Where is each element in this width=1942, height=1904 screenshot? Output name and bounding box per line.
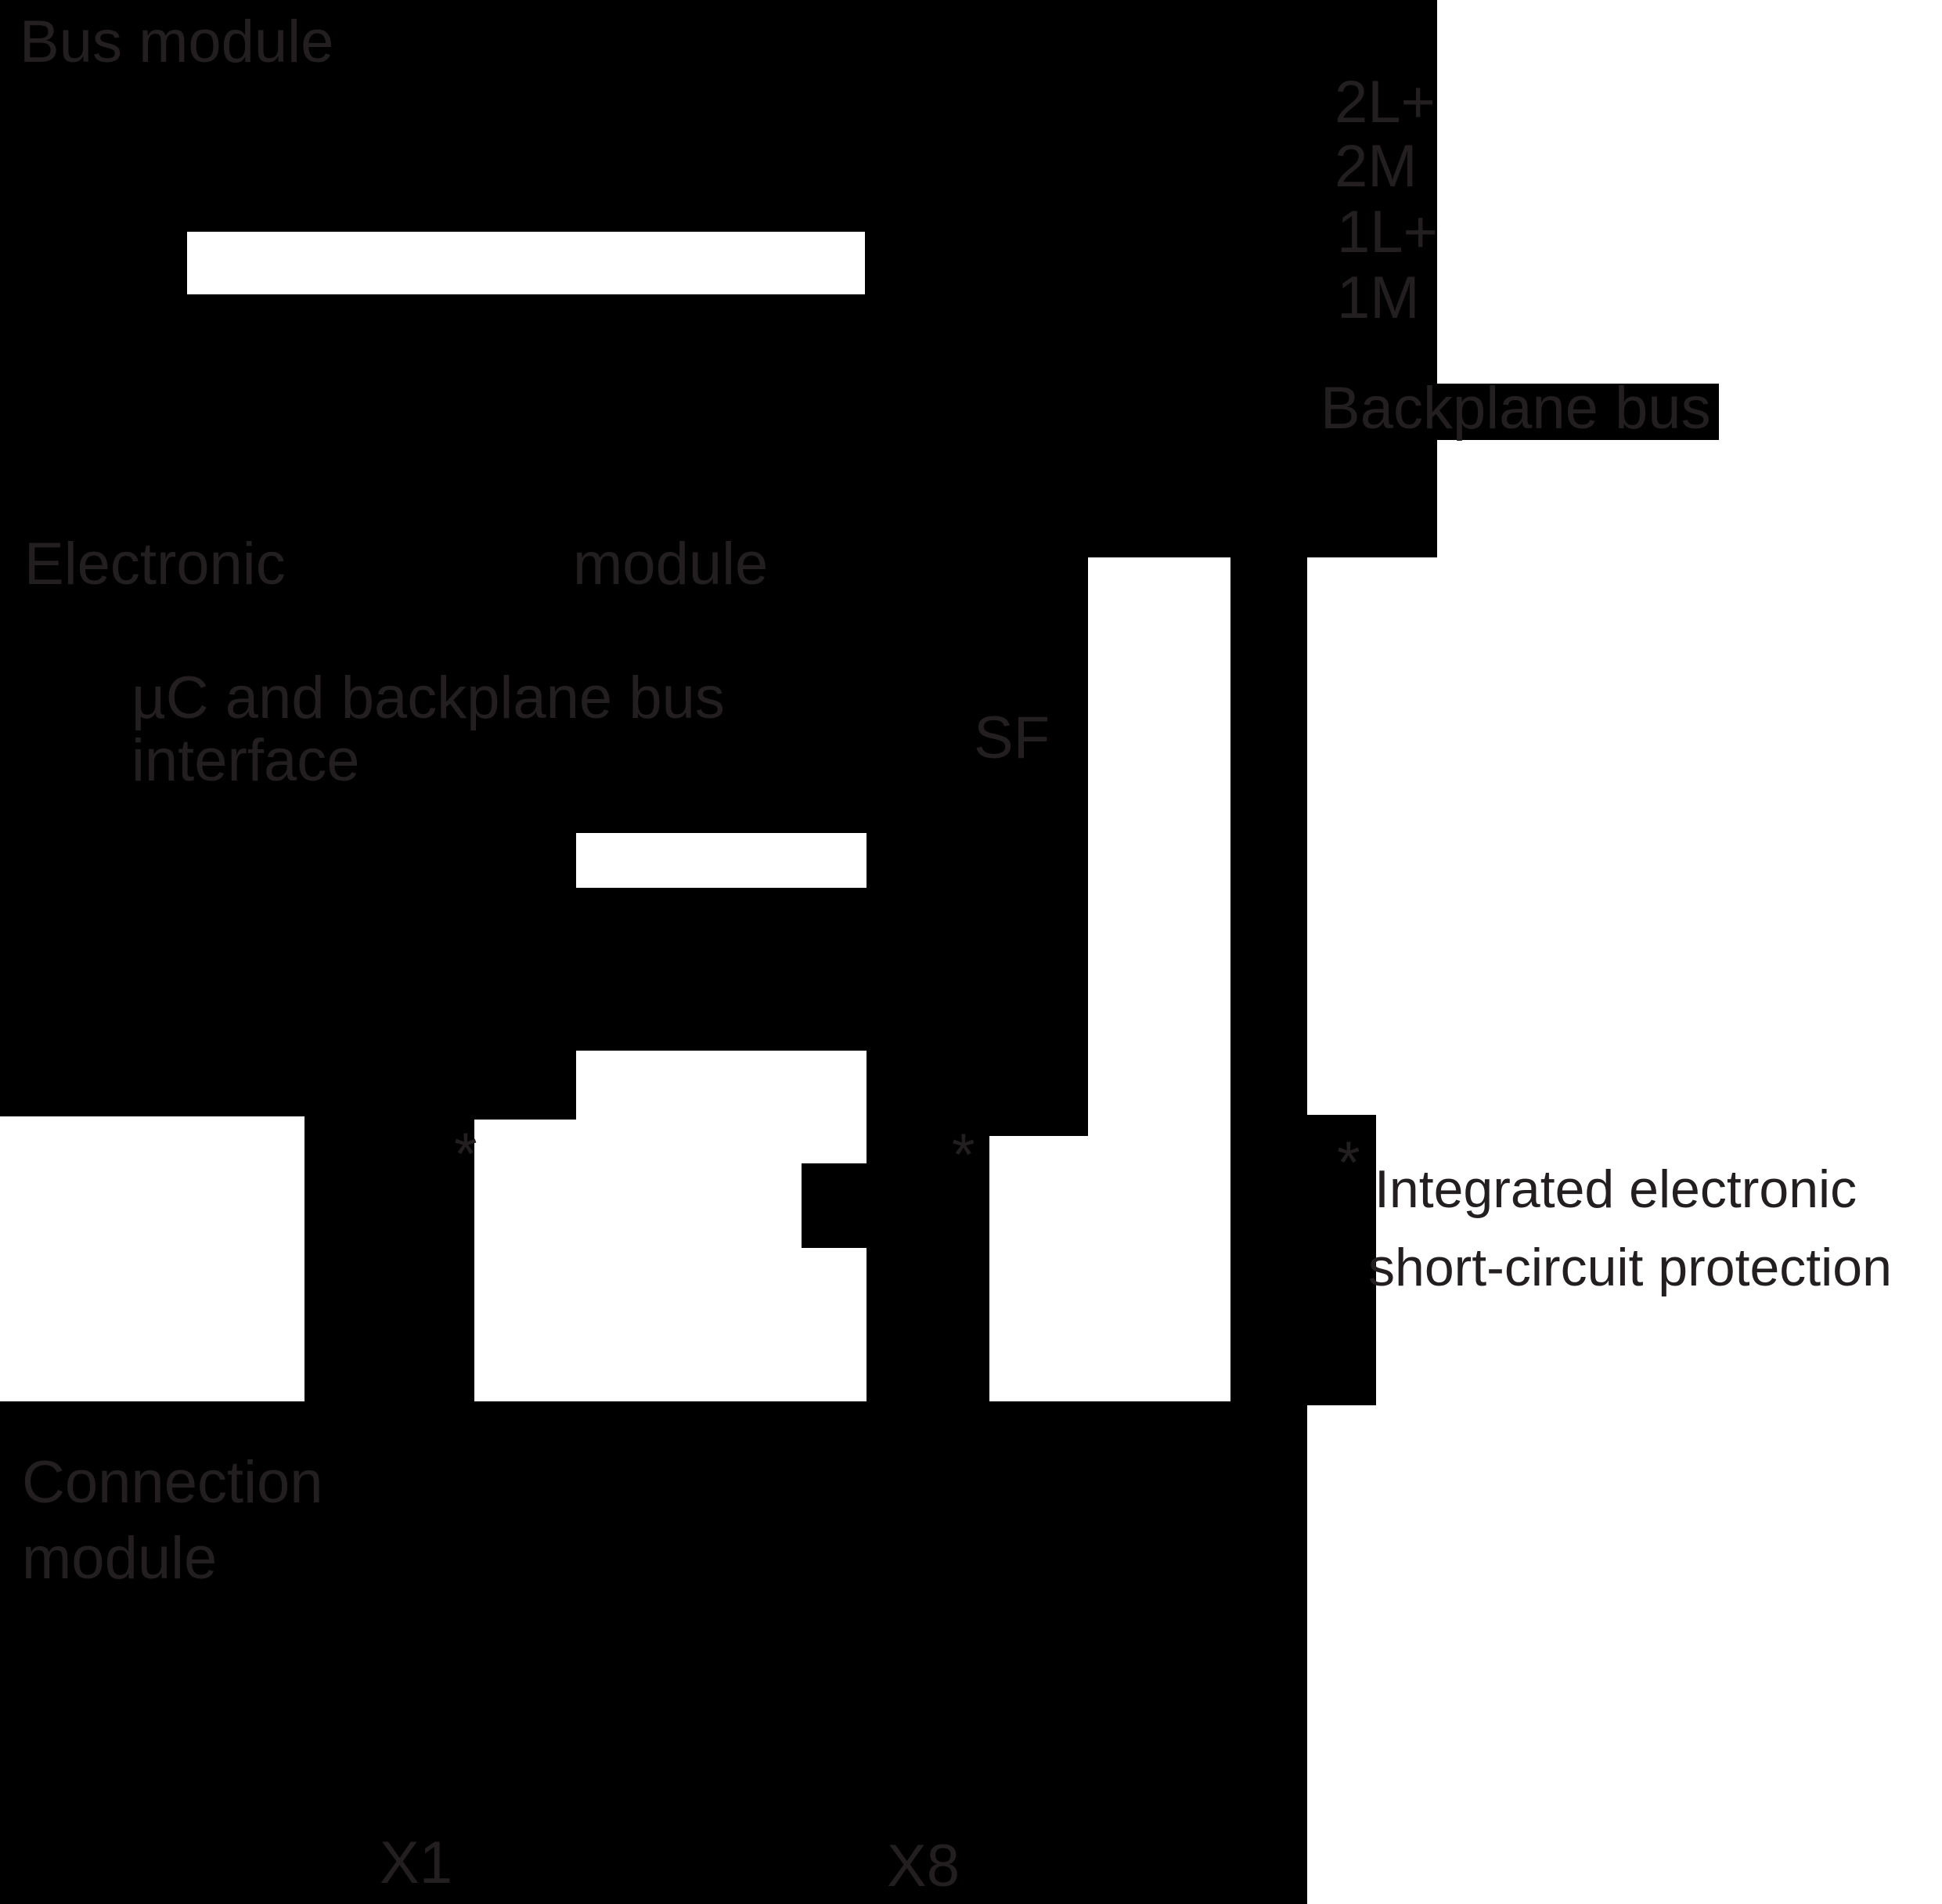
terminal-x1-label: X1: [380, 1830, 452, 1896]
footnote-label-line1: Integrated electronic: [1375, 1159, 1857, 1219]
terminal-label: 1M: [1337, 265, 1420, 331]
electronic-module-label: module: [573, 531, 769, 597]
electronic-label: Electronic: [24, 531, 286, 597]
asterisk-marker: *: [952, 1122, 975, 1188]
asterisk-marker: *: [454, 1121, 477, 1188]
interface-bar: [576, 833, 867, 888]
bus-module-bar: [187, 232, 865, 294]
sf-label: SF: [974, 705, 1050, 771]
backplane-bus-label: Backplane bus: [1320, 375, 1711, 442]
uc-interface-label-line1: µC and backplane bus: [132, 665, 725, 731]
terminal-label: 1L+: [1337, 199, 1438, 265]
right-panel-top: [1437, 0, 1942, 557]
connection-module-label-line2: module: [22, 1525, 218, 1592]
bus-module-label: Bus module: [20, 9, 334, 75]
right-block: [989, 1136, 1230, 1401]
center-block-body: [474, 1120, 867, 1401]
center-block-neck: [576, 1051, 867, 1121]
footnote-label-line2: short-circuit protection: [1368, 1238, 1892, 1297]
terminal-label: 2M: [1335, 133, 1418, 200]
uc-interface-label-line2: interface: [132, 727, 360, 794]
right-panel-bottom: [1307, 557, 1942, 1904]
terminal-label: 2L+: [1335, 69, 1436, 135]
terminal-x8-label: X8: [887, 1833, 960, 1899]
asterisk-marker: *: [1337, 1130, 1360, 1196]
connection-module-label-line1: Connection: [22, 1449, 323, 1516]
sf-column: [1088, 557, 1230, 1136]
left-block: [0, 1116, 304, 1401]
center-block-notch: [802, 1163, 867, 1248]
